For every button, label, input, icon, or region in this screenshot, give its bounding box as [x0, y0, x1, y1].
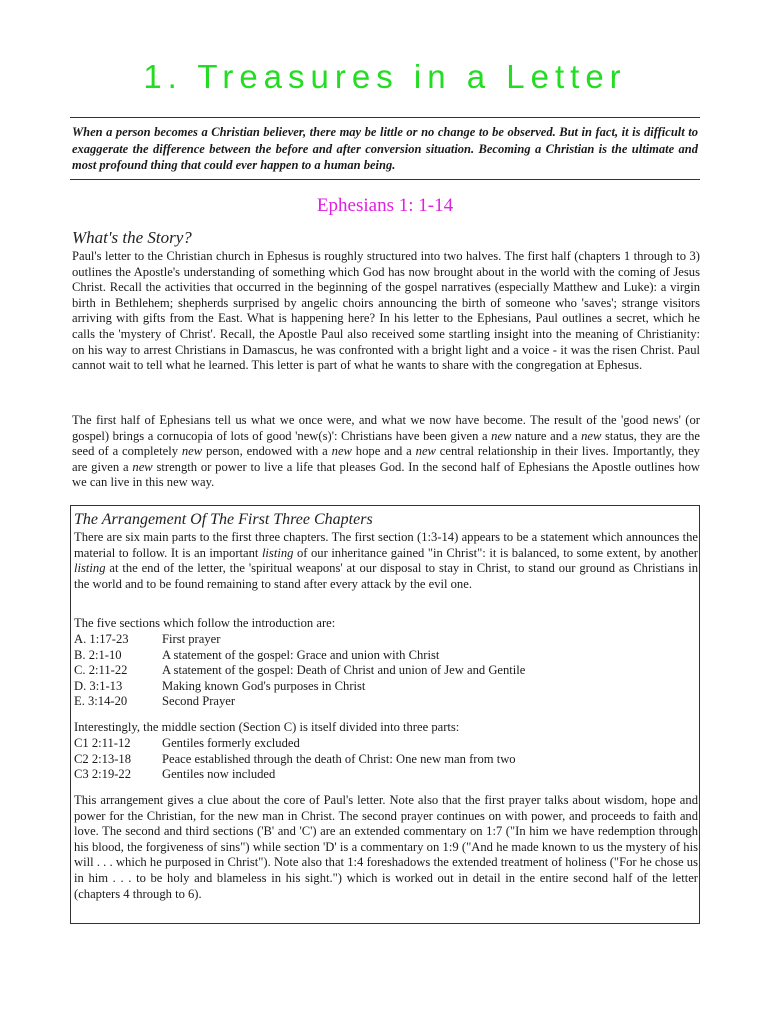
arrangement-closing-paragraph: This arrangement gives a clue about the core of Paul's letter. Note also that the first prayer talks about wisdom, hope and power for the Christian, for the new man in Christ. The second prayer continues on with power, and proceeds to faith and love. The second and third sections ('B' and 'C') are an extended commentary on 1:7 ("In him we have redemption through his blood, the forgiveness of sins") while section 'D' is a commentary on 1:9 ("And he made known to us the mystery of his will . . . which he purposed in Christ"). Note also that 1:4 foreshadows the extended treatment of holiness ("For he chose us in him . . . to be holy and blameless in his sight.") which is worked out in detail in the entire second half of the letter (chapters 4 through to 6). [74, 793, 698, 901]
arrangement-paragraph-1: There are six main parts to the first three chapters. The first section (1:3-14) appears to be a statement which announces the material to follow. It is an important listing of our inheritance gained "in Christ": it is balanced, to some extent, by another listing at the end of the letter, the 'spiritual weapons' at our disposal to stay in Christ, to stand our ground as Christians in the world and to be found remaining to stand after every attack by the evil one. [74, 530, 698, 591]
top-rule [70, 117, 700, 118]
list-item: C. 2:11-22 A statement of the gospel: Death of Christ and union of Jew and Gentile [74, 663, 526, 678]
middle-section-intro: Interestingly, the middle section (Section C) is itself divided into three parts: [74, 720, 460, 734]
arrangement-box [70, 505, 700, 924]
intro-rule [70, 179, 700, 180]
list-item: C2 2:13-18 Peace established through the death of Christ: One new man from two [74, 751, 516, 766]
list-item: D. 3:1-13 Making known God's purposes in Christ [74, 678, 366, 693]
arrangement-heading: The Arrangement Of The First Three Chapters [74, 511, 373, 528]
intro-paragraph: When a person becomes a Christian believer, there may be little or no change to be observed. But in fact, it is difficult to exaggerate the difference between the before and after conversion situation. Becoming a Christian is the ultimate and most profound thing that could ever happen to a human being. [72, 125, 698, 172]
sections-list [74, 632, 698, 710]
list-item: A. 1:17-23 First prayer [74, 632, 221, 646]
list-item: B. 2:1-10 A statement of the gospel: Grace and union with Christ [74, 647, 440, 662]
story-paragraph-1: Paul's letter to the Christian church in Ephesus is roughly structured into two halves. The first half (chapters 1 through to 3) outlines the Apostle's understanding of something which God has now brought about in the world with the coming of Jesus Christ. Recall the activities that occurred in the beginning of the gospel narratives (especially Matthew and Luke): a virgin birth in Bethlehem; shepherds surprised by angelic choirs announcing the birth of someone who 'saves'; strange visitors arriving with gifts from the East. What is happening here? In his letter to the Ephesians, Paul outlines a secret, which he calls the 'mystery of Christ'. Recall, the Apostle Paul also received some startling insight into the meaning of Christianity: on his way to arrest Christians in Damascus, he was confronted with a bright light and a voice - it was the risen Christ. Paul cannot wait to tell what he learned. This letter is part of what he wants to share with the congregation at Ephesus. [72, 249, 700, 373]
passage-reference: Ephesians 1: 1-14 [316, 195, 454, 216]
story-heading: What's the Story? [72, 228, 192, 247]
sections-intro: The five sections which follow the introduction are: [74, 616, 336, 630]
list-item: E. 3:14-20 Second Prayer [74, 694, 236, 709]
list-item: C3 2:19-22 Gentiles now included [74, 767, 276, 782]
list-item: C1 2:11-12 Gentiles formerly excluded [74, 736, 300, 750]
story-paragraph-2: The first half of Ephesians tell us what we once were, and what we now have become. The result of the 'good news' (or gospel) brings a cornucopia of lots of good 'new(s)': Christians have been given a new nature and a new status, they are the seed of a completely new person, endowed with a new hope and a new central relationship in their lives. Importantly, they are given a new strength or power to live a life that pleases God. In the second half of Ephesians the Apostle outlines how we can live in this new way. [72, 413, 701, 490]
parts-list [74, 736, 698, 783]
chapter-title: 1. Treasures in a Letter [143, 58, 627, 95]
